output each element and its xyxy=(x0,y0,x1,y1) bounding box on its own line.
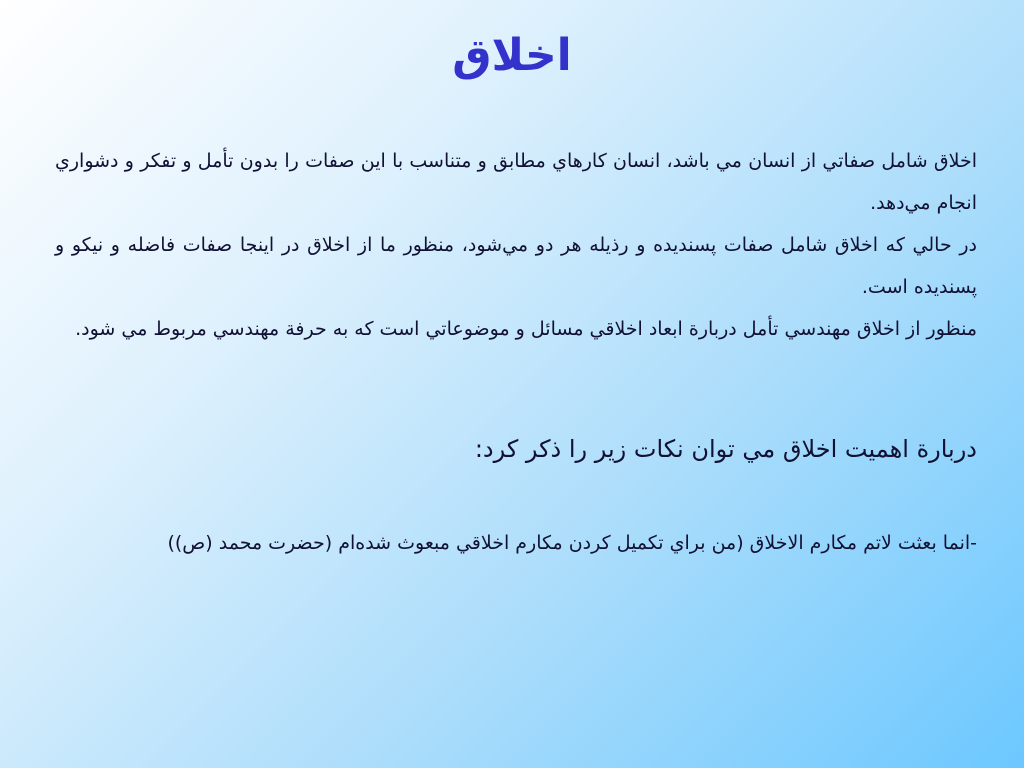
section-heading: دربارة اهميت اخلاق مي توان نكات زير را ذكر كرد: xyxy=(474,435,977,463)
paragraph-virtues: در حالي كه اخلاق شامل صفات پسنديده و رذيله هر دو مي‌شود، منظور ما از اخلاق در اينجا صفات فاضله و نيكو و پسنديده است. xyxy=(55,234,977,298)
paragraph-definition: اخلاق شامل صفاتي از انسان مي باشد، انسان كارهاي مطابق و متناسب با اين صفات را بدون تأمل و تفكر و دشواري انجام مي‌دهد. xyxy=(55,150,977,214)
hadith-quote: -انما بعثت لاتم مكارم الاخلاق (من براي تكميل كردن مكارم اخلاقي مبعوث شده‌ام (حضرت محمد (ص)) xyxy=(167,532,977,554)
slide-body xyxy=(55,140,977,564)
slide-title: اخلاق xyxy=(452,30,572,81)
paragraph-engineering-ethics: منظور از اخلاق مهندسي تأمل دربارة ابعاد اخلاقي مسائل و موضوعاتي است كه به حرفة مهندسي مربوط مي شود. xyxy=(75,318,977,340)
